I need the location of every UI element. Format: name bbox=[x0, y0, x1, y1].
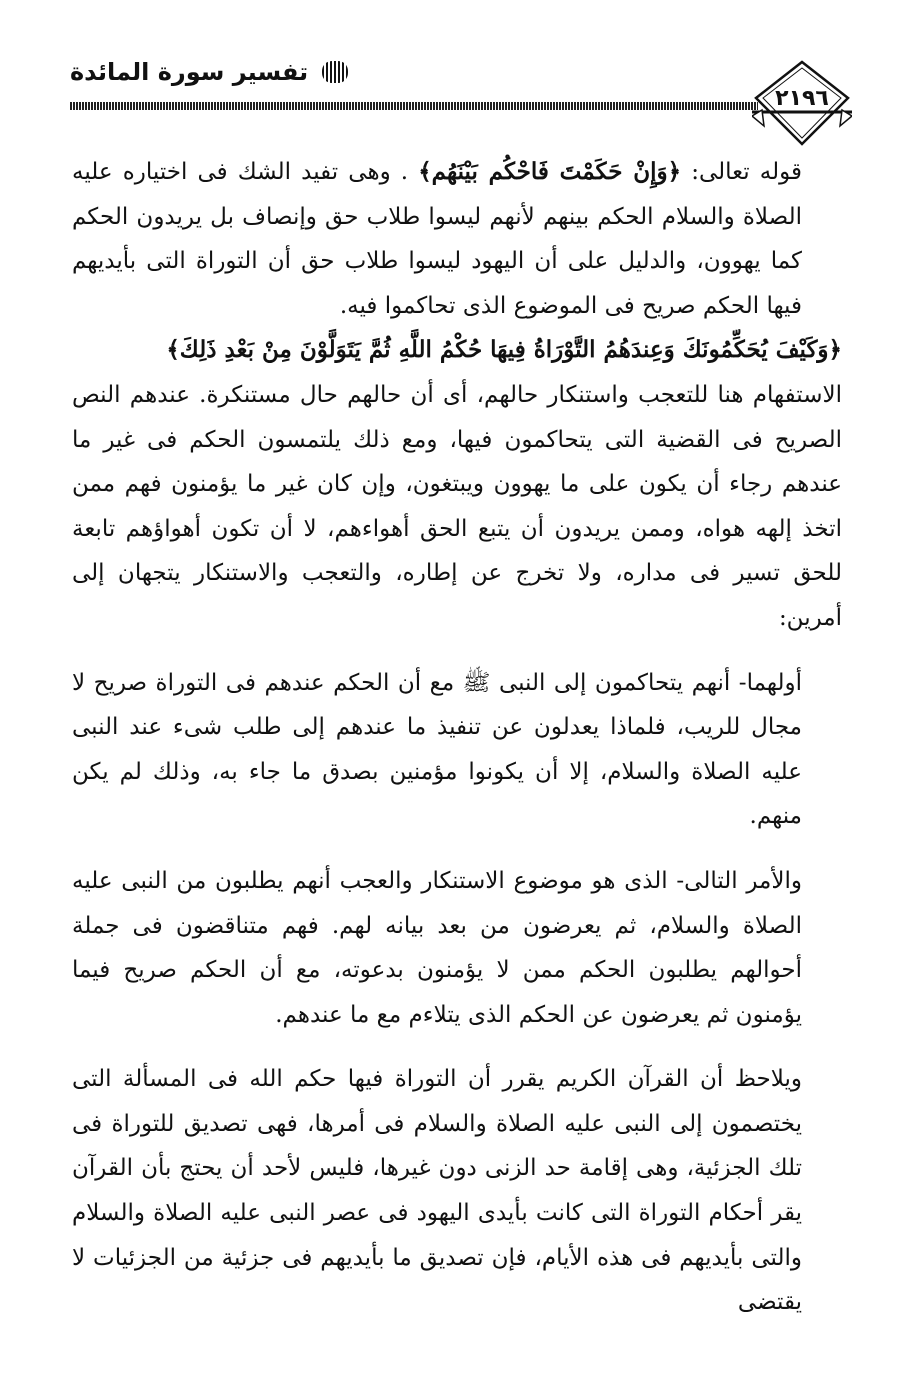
page-number-frame bbox=[752, 60, 852, 150]
verse-intro: قوله تعالى: bbox=[681, 159, 802, 185]
quran-verse: ﴿وَكَيْفَ يُحَكِّمُونَكَ وَعِندَهُمُ التَّوْرَاةُ فِيهَا حُكْمُ اللَّهِ ثُمَّ يَتَوَلَّوْنَ مِنْ بَعْدِ ذَلِكَ﴾ bbox=[166, 336, 842, 364]
header-rule bbox=[70, 102, 758, 110]
ornament-icon bbox=[322, 61, 348, 83]
page-header bbox=[0, 0, 914, 150]
paragraph-text: . وهى تفيد الشك فى اختياره عليه الصلاة والسلام الحكم بينهم لأنهم ليسوا طلاب حق وإنصاف بل يريدون الحكم كما يهوون، والدليل على أن اليهود ليسوا طلاب حق أن التوراة التى بأيديهم فيها الحكم صريح فى الموضوع الذى تحاكموا فيه. bbox=[72, 159, 802, 319]
paragraph-3: أولهما- أنهم يتحاكمون إلى النبى ﷺ مع أن الحكم عندهم فى التوراة صريح لا مجال للريب، فلماذا يعدلون عن تنفيذ ما عندهم إلى طلب شىء عند النبى عليه الصلاة والسلام، إلا أن يكونوا مؤمنين بصدق ما جاء به، وذلك لم يكن منهم. bbox=[72, 669, 802, 830]
tafsir-body bbox=[72, 150, 842, 1325]
paragraph-1 bbox=[72, 150, 842, 328]
paragraph-2: الاستفهام هنا للتعجب واستنكار حالهم، أى أن حالهم حال مستنكرة. عندهم النص الصريح فى القضية التى يتحاكمون فيها، ومع ذلك يلتمسون الحكم فى غير ما عندهم رجاء أن يكون على ما يهوون ويبتغون، وإن كان غير ما يؤمنون فهم ممن اتخذ إلهه هواه، وممن يريدون أن يتبع الحق أهواءهم، لا أن تكون أهواؤهم تابعة للحق تسير فى مداره، ولا تخرج عن إطاره، والتعجب والاستنكار يتجهان إلى أمرين: bbox=[72, 381, 842, 631]
page-number: ٢١٩٦ bbox=[775, 86, 829, 111]
paragraph-4: والأمر التالى- الذى هو موضوع الاستنكار والعجب أنهم يطلبون من النبى عليه الصلاة والسلام، ثم يعرضون من بعد بيانه لهم. فهم متناقضون فى جملة أحوالهم يطلبون الحكم ممن لا يؤمنون بدعوته، مع أن الحكم صريح فيما يؤمنون ثم يعرضون عن الحكم الذى يتلاءم مع ما عندهم. bbox=[72, 867, 802, 1028]
running-title bbox=[70, 58, 348, 86]
paragraph-5: ويلاحظ أن القرآن الكريم يقرر أن التوراة فيها حكم الله فى المسألة التى يختصمون إلى النبى عليه الصلاة والسلام فى أمرها، فهى تصديق للتوراة فى تلك الجزئية، وهى إقامة حد الزنى دون غيرها، فليس لأحد أن يحتج بأن القرآن يقر أحكام التوراة التى كانت بأيدى اليهود فى عصر النبى عليه الصلاة والسلام والتى بأيديهم فى هذه الأيام، فإن تصديق ما بأيديهم فى جزئية من الجزئيات لا يقتضى bbox=[72, 1066, 802, 1316]
surah-title: تفسير سورة المائدة bbox=[70, 58, 309, 86]
quran-quote: ﴿وَإِنْ حَكَمْتَ فَاحْكُم بَيْنَهُم﴾ bbox=[418, 158, 682, 185]
